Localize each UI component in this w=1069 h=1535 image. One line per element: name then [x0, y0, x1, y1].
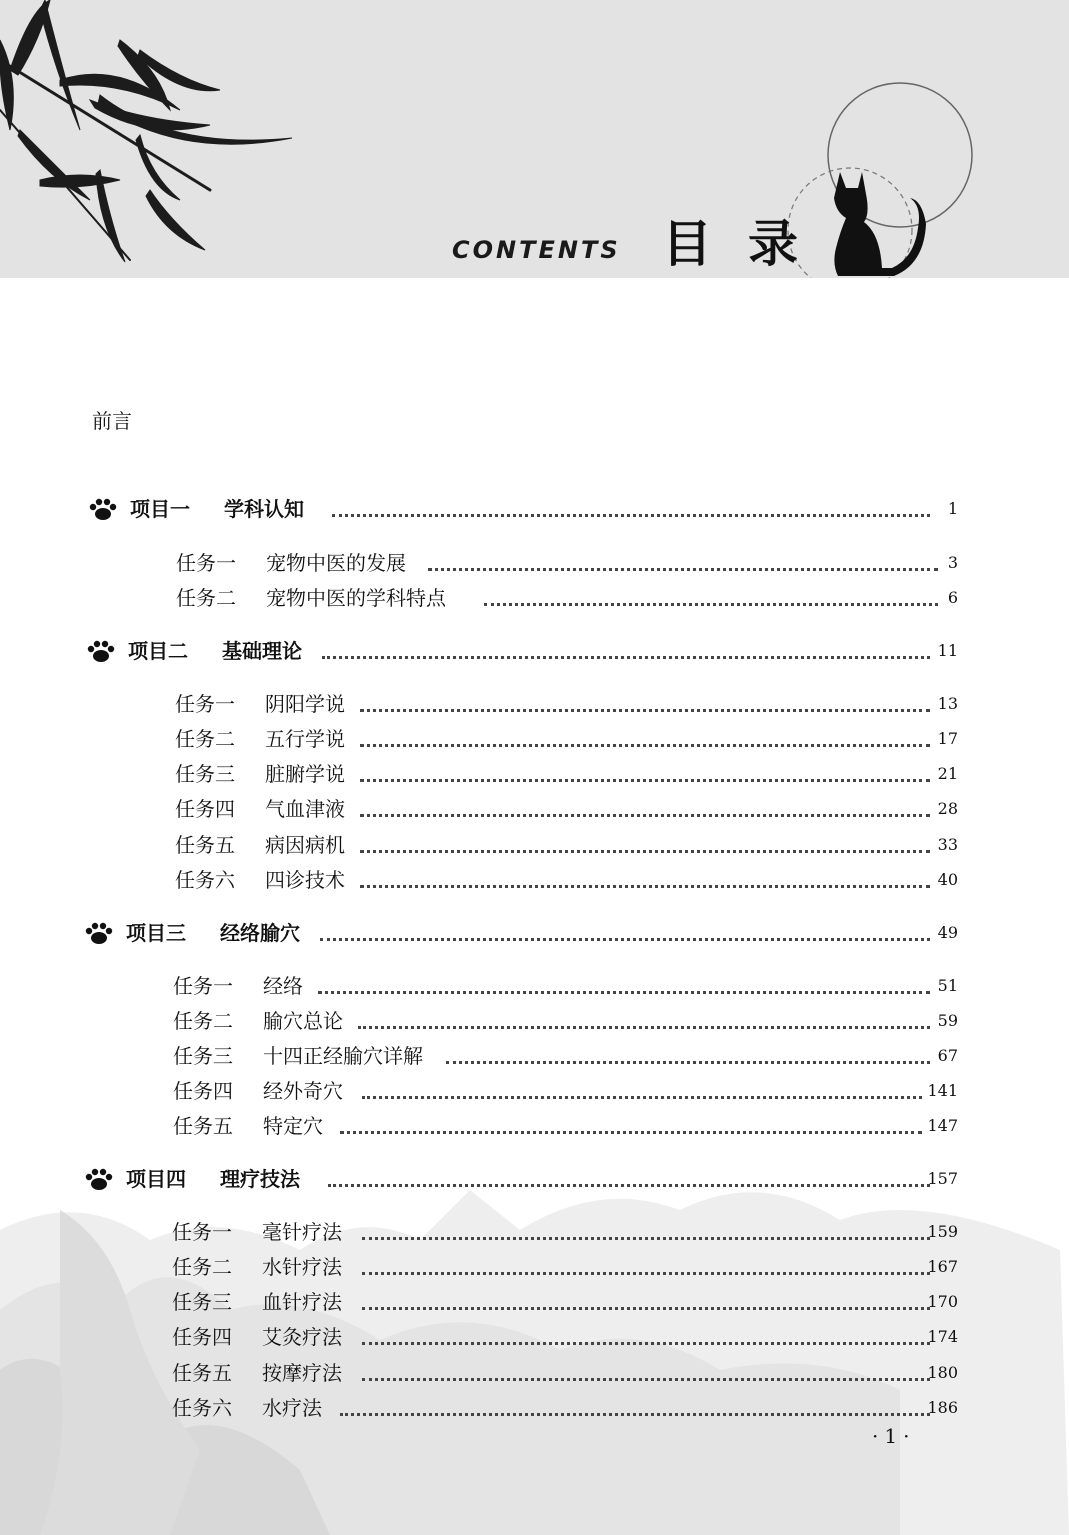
toc-task-row[interactable]	[0, 1320, 1069, 1354]
dot-leader	[322, 656, 930, 659]
page-number: 11	[937, 641, 958, 660]
page-number: 51	[937, 976, 958, 995]
task-title: 宠物中医的发展	[266, 551, 406, 575]
toc-task-row[interactable]	[0, 969, 1069, 1003]
dot-leader	[362, 1096, 922, 1099]
cat-silhouette-icon	[818, 168, 938, 278]
task-number: 任务六	[175, 868, 235, 892]
page-number: 159	[927, 1222, 958, 1241]
project-number: 项目四	[126, 1167, 186, 1191]
task-title: 宠物中医的学科特点	[266, 586, 446, 610]
dot-leader	[360, 850, 930, 853]
dot-leader	[340, 1131, 922, 1134]
toc-task-row[interactable]	[0, 792, 1069, 826]
toc-task-row[interactable]	[0, 722, 1069, 756]
task-number: 任务四	[172, 1325, 232, 1349]
page-number: 157	[927, 1169, 958, 1188]
toc-task-row[interactable]	[0, 581, 1069, 615]
toc-task-row[interactable]	[0, 687, 1069, 721]
task-number: 任务二	[172, 1255, 232, 1279]
page-number: 141	[927, 1081, 958, 1100]
task-title: 五行学说	[265, 727, 345, 751]
page-number: 13	[937, 694, 958, 713]
toc-project-row[interactable]	[0, 634, 1069, 668]
task-number: 任务三	[175, 762, 235, 786]
task-title: 病因病机	[265, 833, 345, 857]
task-title: 阴阳学说	[265, 692, 345, 716]
task-number: 任务一	[172, 1220, 232, 1244]
task-number: 任务一	[175, 692, 235, 716]
project-number: 项目一	[130, 497, 190, 521]
task-title: 水针疗法	[262, 1255, 342, 1279]
header-band	[0, 0, 1069, 278]
project-title: 基础理论	[222, 639, 302, 663]
paw-icon	[84, 1168, 114, 1192]
dot-leader	[360, 744, 930, 747]
page-number: 28	[937, 799, 958, 818]
page-number: 1	[947, 499, 958, 518]
project-number: 项目三	[126, 921, 186, 945]
task-number: 任务三	[173, 1044, 233, 1068]
task-number: 任务一	[176, 551, 236, 575]
task-title: 腧穴总论	[263, 1009, 343, 1033]
paw-icon	[88, 498, 118, 522]
toc-task-row[interactable]	[0, 1074, 1069, 1108]
toc-task-row[interactable]	[0, 1356, 1069, 1390]
task-number: 任务二	[176, 586, 236, 610]
page-number: 17	[937, 729, 958, 748]
task-number: 任务三	[172, 1290, 232, 1314]
task-title: 水疗法	[262, 1396, 322, 1420]
dot-leader	[362, 1237, 930, 1240]
paw-icon	[86, 640, 116, 664]
page-number: 67	[937, 1046, 958, 1065]
dot-leader	[332, 514, 930, 517]
dot-leader	[360, 779, 930, 782]
task-title: 经外奇穴	[263, 1079, 343, 1103]
task-title: 毫针疗法	[262, 1220, 342, 1244]
toc-project-row[interactable]	[0, 492, 1069, 526]
task-title: 经络	[263, 974, 303, 998]
dot-leader	[318, 991, 930, 994]
toc-task-row[interactable]	[0, 1039, 1069, 1073]
task-number: 任务五	[175, 833, 235, 857]
project-title: 理疗技法	[220, 1167, 300, 1191]
page-number: 6	[947, 588, 958, 607]
task-number: 任务二	[173, 1009, 233, 1033]
page-number: 180	[927, 1363, 958, 1382]
dot-leader	[362, 1272, 930, 1275]
task-number: 任务四	[173, 1079, 233, 1103]
page-number: 167	[927, 1257, 958, 1276]
task-title: 按摩疗法	[262, 1361, 342, 1385]
toc-task-row[interactable]	[0, 1391, 1069, 1425]
task-number: 任务一	[173, 974, 233, 998]
dot-leader	[362, 1342, 930, 1345]
task-title: 血针疗法	[262, 1290, 342, 1314]
project-number: 项目二	[128, 639, 188, 663]
page-folio: ·1·	[872, 1424, 916, 1448]
contents-label: CONTENTS	[452, 236, 621, 264]
toc-task-row[interactable]	[0, 1215, 1069, 1249]
toc-task-row[interactable]	[0, 1004, 1069, 1038]
toc-task-row[interactable]	[0, 1250, 1069, 1284]
dot-leader	[360, 709, 930, 712]
page-number: 147	[927, 1116, 958, 1135]
project-title: 经络腧穴	[220, 921, 300, 945]
task-title: 十四正经腧穴详解	[263, 1044, 423, 1068]
task-number: 任务四	[175, 797, 235, 821]
paw-icon	[84, 922, 114, 946]
toc-task-row[interactable]	[0, 1285, 1069, 1319]
toc-task-row[interactable]	[0, 863, 1069, 897]
page-number: 186	[927, 1398, 958, 1417]
bamboo-illustration	[0, 0, 330, 270]
page-number: 40	[937, 870, 958, 889]
task-title: 四诊技术	[265, 868, 345, 892]
dot-leader	[340, 1413, 930, 1416]
dot-leader	[446, 1061, 930, 1064]
toc-title: 目录	[662, 215, 834, 273]
dot-leader	[358, 1026, 930, 1029]
task-title: 特定穴	[263, 1114, 323, 1138]
toc-project-row[interactable]	[0, 916, 1069, 950]
preface-link[interactable]: 前言	[92, 409, 132, 433]
dot-leader	[320, 938, 930, 941]
dot-leader	[362, 1378, 930, 1381]
page-number: 170	[927, 1292, 958, 1311]
page-number: 49	[937, 923, 958, 942]
task-title: 艾灸疗法	[262, 1325, 342, 1349]
task-number: 任务二	[175, 727, 235, 751]
page-number: 21	[937, 764, 958, 783]
toc-task-row[interactable]	[0, 828, 1069, 862]
task-title: 气血津液	[265, 797, 345, 821]
task-number: 任务六	[172, 1396, 232, 1420]
toc-task-row[interactable]	[0, 1109, 1069, 1143]
toc-project-row[interactable]	[0, 1162, 1069, 1196]
task-number: 任务五	[173, 1114, 233, 1138]
page-number: 33	[937, 835, 958, 854]
dot-leader	[428, 568, 938, 571]
toc-task-row[interactable]	[0, 757, 1069, 791]
dot-leader	[362, 1307, 930, 1310]
task-number: 任务五	[172, 1361, 232, 1385]
page-number: 174	[927, 1327, 958, 1346]
dot-leader	[484, 603, 938, 606]
toc-task-row[interactable]	[0, 546, 1069, 580]
task-title: 脏腑学说	[265, 762, 345, 786]
page-number: 59	[937, 1011, 958, 1030]
dot-leader	[328, 1184, 930, 1187]
project-title: 学科认知	[224, 497, 304, 521]
dot-leader	[360, 814, 930, 817]
dot-leader	[360, 885, 930, 888]
page-number: 3	[947, 553, 958, 572]
